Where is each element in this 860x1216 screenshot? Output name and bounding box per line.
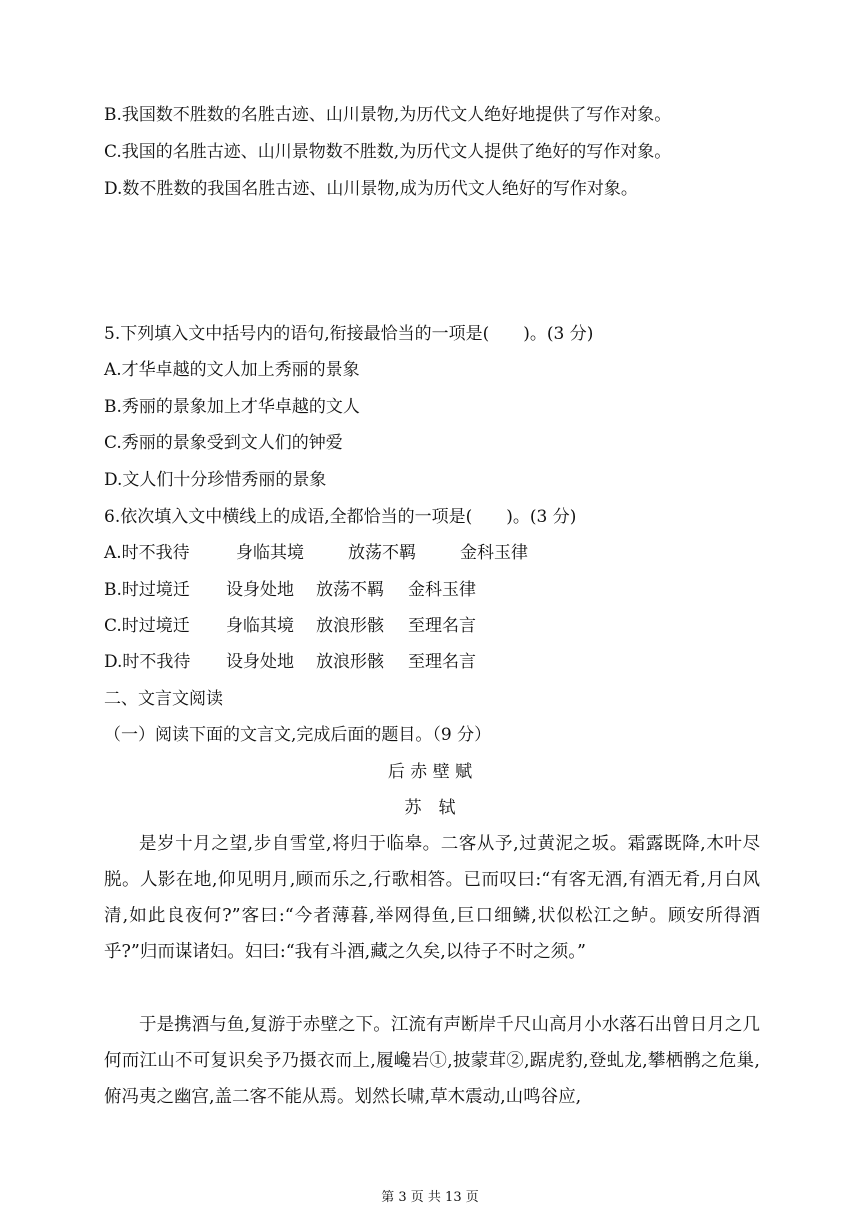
q6-idiom: 至理名言 [408,616,476,636]
q6-idiom: 设身处地 [226,652,294,672]
q5-option-a: A.才华卓越的文人加上秀丽的景象 [104,360,360,380]
section-subheading: （一）阅读下面的文言文,完成后面的题目。（9 分） [104,725,492,745]
poem-title: 后 赤 壁 赋 [387,762,473,782]
q6-option-d [104,651,476,673]
q6-option-label: D.时不我待 [104,652,191,672]
q6-idiom: 设身处地 [226,580,294,600]
passage-paragraph-2: 于是携酒与鱼,复游于赤壁之下。江流有声断岸千尺山高月小水落石出曾日月之几何而江山不可复识矣予乃摄衣而上,履巉岩①,披蒙茸②,踞虎豹,登虬龙,攀栖鹘之危巢,俯冯夷之幽宫,盖二客不能从焉。划然长啸,草木震动,山鸣谷应, [104,1015,760,1107]
q6-option-label: B.时过境迁 [104,580,190,600]
q6-idiom: 放浪形骸 [316,652,384,672]
poem-author: 苏 轼 [404,798,456,818]
q4-option-d: D.数不胜数的我国名胜古迹、山川景物,成为历代文人绝好的写作对象。 [104,179,638,199]
page-footer: 第 3 页 共 13 页 [381,1190,479,1205]
q5-option-c: C.秀丽的景象受到文人们的钟爱 [104,433,343,453]
q6-option-b [104,579,476,601]
q6-idiom: 身临其境 [226,616,294,636]
q4-option-c: C.我国的名胜古迹、山川景物数不胜数,为历代文人提供了绝好的写作对象。 [104,142,672,162]
passage-paragraph-1: 是岁十月之望,步自雪堂,将归于临皋。二客从予,过黄泥之坂。霜露既降,木叶尽脱。人影在地,仰见明月,顾而乐之,行歌相答。已而叹曰:“有客无酒,有酒无肴,月白风清,如此良夜何?”客曰:“今者薄暮,举网得鱼,巨口细鳞,状似松江之鲈。顾安所得酒乎?”归而谋诸妇。妇曰:“我有斗酒,藏之久矣,以待子不时之须。” [104,834,760,962]
section-heading: 二、文言文阅读 [104,689,223,709]
q6-option-c [104,615,476,637]
q6-idiom: 放浪形骸 [316,616,384,636]
q6-idiom: 放荡不羁 [316,580,384,600]
q6-idiom: 金科玉律 [408,580,476,600]
q6-option-a [104,542,528,564]
q4-option-b: B.我国数不胜数的名胜古迹、山川景物,为历代文人绝好地提供了写作对象。 [104,105,672,125]
q6-idiom: 放荡不羁 [348,543,416,563]
q5-option-b: B.秀丽的景象加上才华卓越的文人 [104,397,360,417]
q6-option-label: C.时过境迁 [104,616,190,636]
q6-stem: 6.依次填入文中横线上的成语,全都恰当的一项是( )。(3 分) [104,507,577,527]
q6-option-label: A.时不我待 [104,543,190,563]
q6-idiom: 身临其境 [236,543,304,563]
q6-idiom: 至理名言 [408,652,476,672]
q5-option-d: D.文人们十分珍惜秀丽的景象 [104,470,327,490]
q6-idiom: 金科玉律 [460,543,528,563]
q5-stem: 5.下列填入文中括号内的语句,衔接最恰当的一项是( )。(3 分) [104,324,594,344]
